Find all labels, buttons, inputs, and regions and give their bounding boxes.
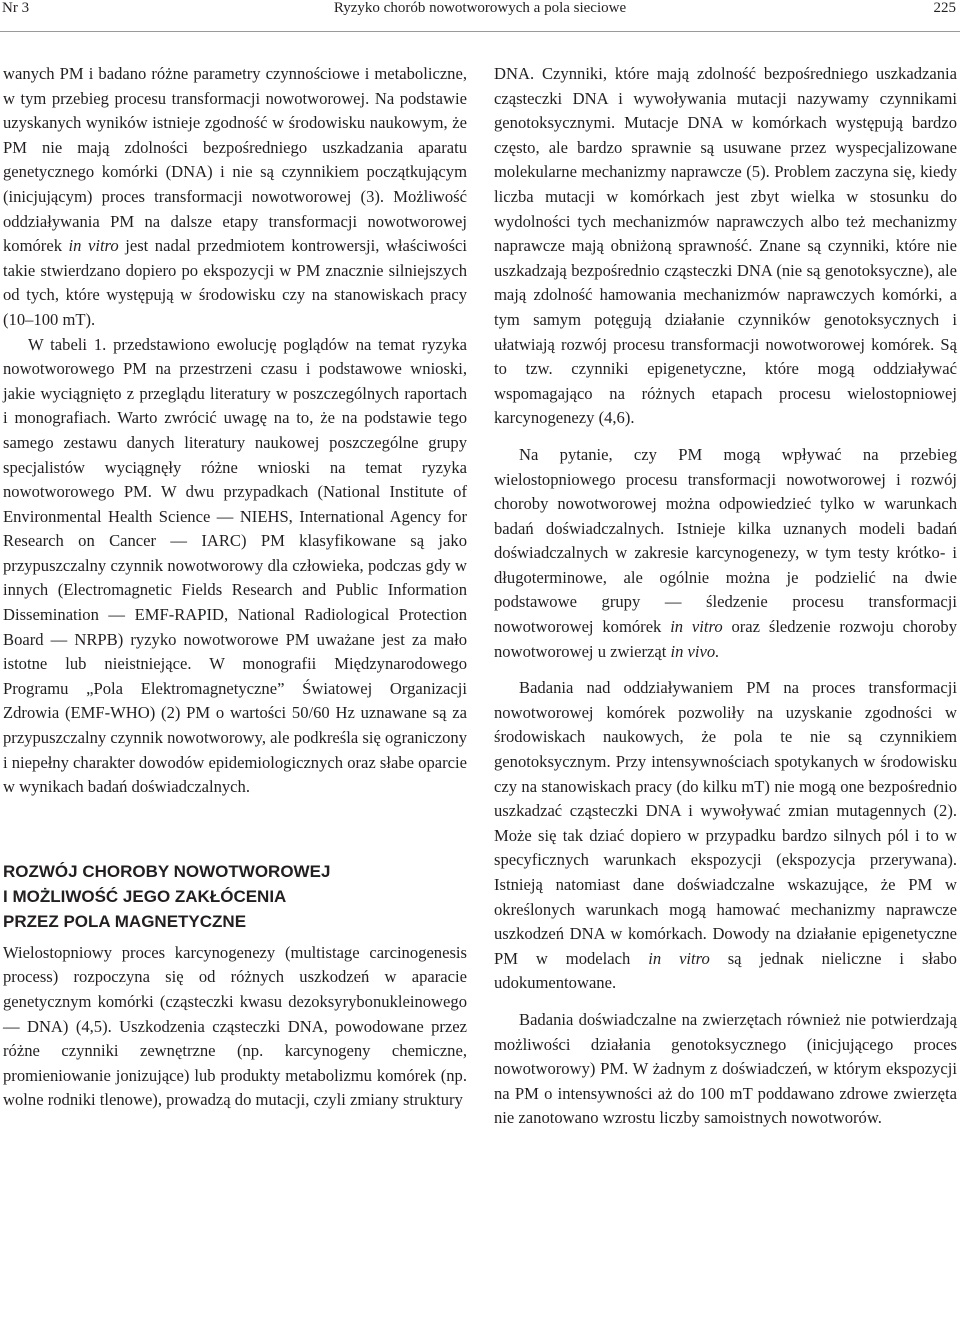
- paragraph: Badania doświadczalne na zwierzętach również nie potwierdzają możliwości działania genotoksycznego (inicjującego proces nowotworowy) PM. W żadnym z doświadczeń, w którym ekspozycji na PM o intensywności aż do 100 mT poddawano zdrowe zwierzęta nie zanotowano wzrostu liczby samoistnych nowotworów.: [494, 1009, 957, 1128]
- heading-line: ROZWÓJ CHOROBY NOWOTWOROWEJ: [3, 861, 331, 881]
- right-column: [494, 62, 957, 1131]
- paragraph: [494, 676, 957, 996]
- left-column: [3, 62, 467, 1113]
- paragraph-text: oraz śledzenie rozwoju choroby nowotworowej u zwierząt: [494, 617, 957, 661]
- italic-term: in vitro: [670, 617, 723, 637]
- paragraph: W tabeli 1. przedstawiono ewolucję poglądów na temat ryzyka nowotworowego PM na przestrzeni czasu i podstawowe wnioski, jakie wyciągnięto z przeglądu literatury w poszczególnych raportach i monografiach. Warto zwrócić uwagę na to, że na podstawie tego samego zestawu danych literatury naukowej poszczególne grupy specjalistów wyciągnęły różne wnioski na temat ryzyka nowotworowego PM. W dwu przypadkach (National Institute of Environmental Health Science — NIEHS, International Agency for Research on Cancer — IARC) PM klasyfikowane są jako przypuszczalny czynnik nowotworowy dla człowieka, podczas gdy w innych (Electromagnetic Fields Research and Public Information Dissemination — EMF-RAPID, National Radiological Protection Board — NRPB) ryzyko nowotworowe PM uważane jest za mało istotne lub nieistniejące. W monografii Międzynarodowego Programu „Pola Elektromagnetyczne” Światowej Organizacji Zdrowia (EMF-WHO) (2) PM o wartości 50/60 Hz uznawane są za przypuszczalny czynnik nowotworowy, ale podkreśla się ograniczony i niepełny charakter dowodów epidemiologicznych oraz słabe oparcie w wynikach badań doświadczalnych.: [3, 334, 467, 797]
- running-title: Ryzyko chorób nowotworowych a pola sieciowe: [333, 0, 627, 16]
- paragraph-text: Na pytanie, czy PM mogą wpływać na przebieg wielostopniowego procesu transformacji nowotworowej i rozwój choroby nowotworowej można odpowiedzieć tylko w warunkach badań doświadczalnych. Istnieje kilka uznanych modeli badań doświadczalnych w zakresie karcynogenezy, w tym testy krótko- i długoterminowe, ale ogólnie można je podzielić na dwie podstawowe grupy — śledzenie procesu transformacji nowotworowej komórek: [494, 444, 957, 637]
- paragraph-text: Badania nad oddziaływaniem PM na proces transformacji nowotworowej komórek pozwoliły na uzyskanie zgodności w środowiskach naukowych, że pola te nie są czynnikiem genotoksycznym. Przy intensywnościach spotykanych w środowisku czy na stanowiskach pracy (do kilku mT) nie mogą one bezpośrednio uszkadzać cząsteczki DNA i wywoływać zmian mutagennych (2). Może się tak dziać dopiero w przypadku bardzo silnych pól i to w specyficznych warunkach ekspozycji (ekspozycja przerywana). Istnieją natomiast dane doświadczalne wskazujące, że PM w określonych warunkach mogą hamować mechanizmy naprawcze uszkodzeń DNA w komórkach. Dowody na działanie epigenetyczne PM w modelach: [494, 678, 957, 968]
- header-divider: [0, 31, 960, 32]
- italic-term: in vivo.: [670, 641, 720, 661]
- heading-line: PRZEZ POLA MAGNETYCZNE: [3, 911, 247, 931]
- page-number: 225: [933, 0, 956, 16]
- paragraph: DNA. Czynniki, które mają zdolność bezpośredniego uszkadzania cząsteczki DNA i wywoływania mutacji nazywamy czynnikami genotoksycznymi. Mutacje DNA w komórkach występują bardzo często, ale bardzo sprawnie są usuwane przez wyspecjalizowane molekularne mechanizmy naprawcze (5). Problem zaczyna się, kiedy liczba mutacji w komórkach jest zbyt wielka w stosunku do wydolności tych mechanizmów naprawczych albo też mechanizmy naprawcze mają obniżoną sprawność. Znane są czynniki, które nie uszkadzają bezpośrednio cząsteczki DNA (nie są genotoksyczne), ale mają zdolność hamowania mechanizmów naprawczych komórki, a tym samym potęgują działanie czynników genotoksycznych i ułatwiają rozwój procesu transformacji nowotworowej komórek. Są to tzw. czynniki epigenetyczne, które mogą oddziaływać wspomagająco na różnych etapach procesu wielostopniowej karcynogenezy (4,6).: [494, 64, 957, 428]
- heading-line: I MOŻLIWOŚĆ JEGO ZAKŁÓCENIA: [3, 886, 287, 906]
- issue-number: Nr 3: [2, 0, 30, 16]
- paragraph-text: są jednak nieliczne i słabo udokumentowane.: [494, 948, 957, 993]
- paragraph: [3, 62, 467, 333]
- running-header: [0, 0, 960, 16]
- italic-term: in vitro: [68, 236, 119, 256]
- paragraph: Wielostopniowy proces karcynogenezy (multistage carcinogenesis process) rozpoczyna się od różnych uszkodzeń w aparacie genetycznym komórki (cząsteczki kwasu dezoksyrybonukleinowego — DNA) (4,5). Uszkodzenia cząsteczki DNA, powodowane przez różne czynniki zewnętrzne (np. karcynogeny chemiczne, promieniowanie jonizujące) lub produkty metabolizmu komórek (np. wolne rodniki tlenowe), prowadzą do mutacji, czyli zmiany struktury: [3, 942, 467, 1110]
- paragraph-text: jest nadal przedmiotem kontrowersji, właściwości takie stwierdzano dopiero po ekspozycji w PM znacznie silniejszych od tych, które występują w środowisku czy na stanowiskach pracy (10–100 mT).: [3, 236, 467, 329]
- paragraph: [494, 443, 957, 664]
- paragraph-text: wanych PM i badano różne parametry czynnościowe i metaboliczne, w tym przebieg procesu transformacji nowotworowej. Na podstawie uzyskanych wyników istnieje zgodność w środowisku naukowym, że PM nie mają zdolności bezpośredniego uszkadzania aparatu genetycznego komórki (DNA) i nie są czynnikiem początkującym (inicjującym) proces transformacji nowotworowej (3). Możliwość oddziaływania PM na dalsze etapy transformacji nowotworowej komórek: [3, 64, 467, 256]
- section-heading: [3, 859, 467, 934]
- italic-term: in vitro: [648, 948, 710, 968]
